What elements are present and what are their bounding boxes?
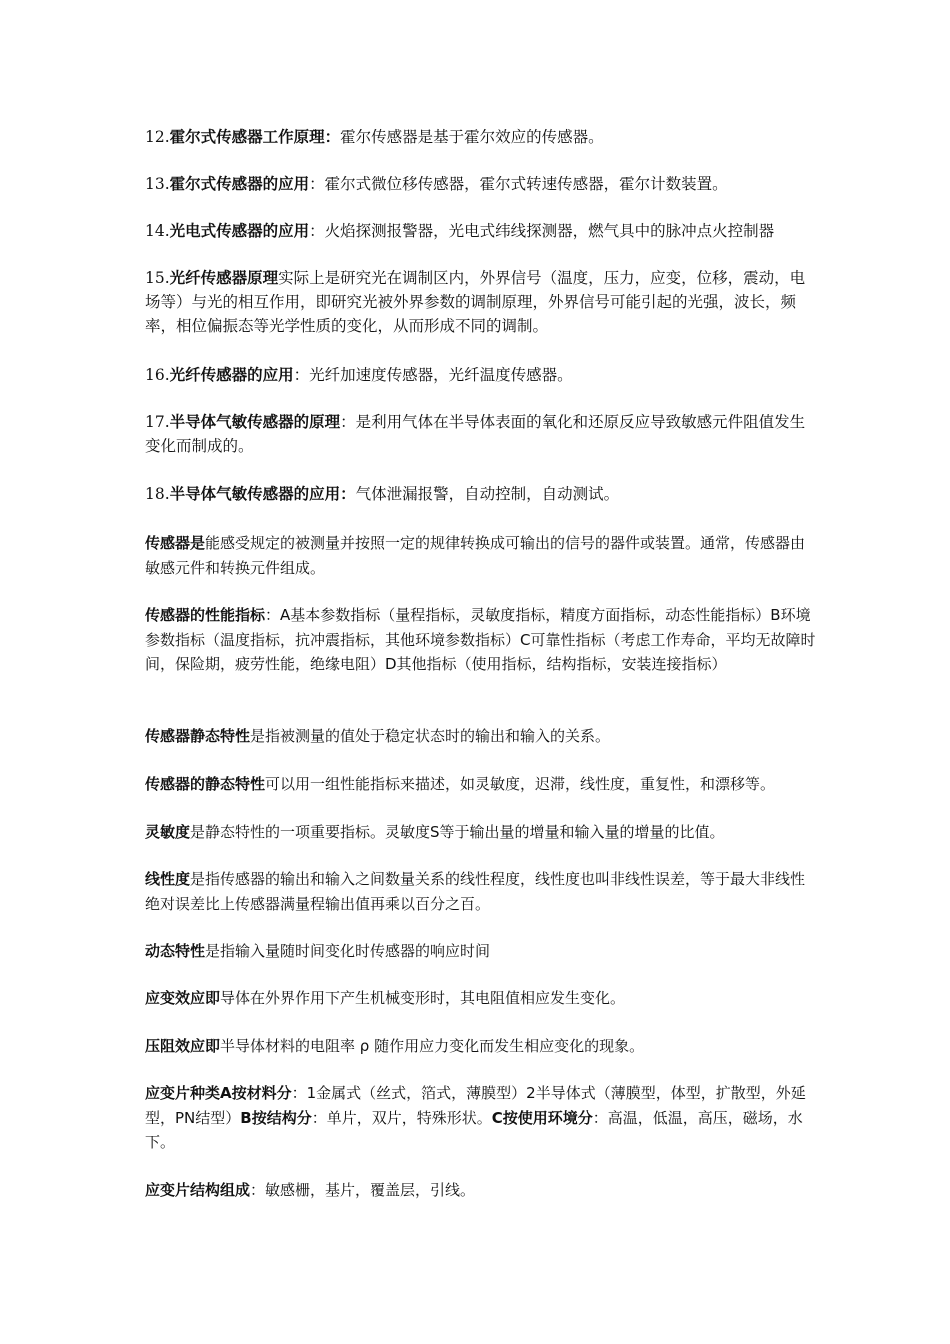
paragraph-text: 是指传感器的输出和输入之间数量关系的线性程度，线性度也叫非线性误差，等于最大非线性绝对误差比上传感器满量程输出值再乘以百分之百。 bbox=[145, 870, 806, 913]
paragraph-text: ：敏感栅，基片，覆盖层，引线。 bbox=[250, 1181, 476, 1199]
item-number: 14. bbox=[145, 222, 170, 240]
paragraph-text: 是指输入量随时间变化时传感器的响应时间 bbox=[205, 942, 491, 960]
term-heading: 应变效应即 bbox=[145, 989, 221, 1007]
term-heading: 传感器的静态特性 bbox=[145, 775, 266, 793]
term-heading: 光纤传感器的应用 bbox=[169, 365, 294, 384]
item-number: 18. bbox=[145, 485, 170, 503]
term-heading: 光纤传感器原理 bbox=[169, 268, 279, 287]
paragraph-15 bbox=[145, 266, 817, 338]
paragraph-strain-gauge-types bbox=[145, 1081, 817, 1155]
paragraph-sensor-definition bbox=[145, 531, 817, 580]
paragraph-performance-indicators bbox=[145, 603, 817, 677]
item-number: 13. bbox=[145, 175, 170, 193]
paragraph-sensitivity bbox=[145, 820, 817, 845]
paragraph-text: ：是利用气体在半导体表面的氧化和还原反应导致敏感元件阻值发生变化而制成的。 bbox=[145, 413, 806, 455]
term-heading: 灵敏度 bbox=[145, 823, 191, 841]
term-heading: 光电式传感器的应用 bbox=[169, 221, 310, 240]
term-heading: 传感器是 bbox=[145, 534, 206, 552]
paragraph-text: 可以用一组性能指标来描述，如灵敏度，迟滞，线性度，重复性，和漂移等。 bbox=[265, 775, 776, 793]
paragraph-text: ：霍尔式微位移传感器，霍尔式转速传感器，霍尔计数装置。 bbox=[309, 175, 728, 193]
paragraph-text: 导体在外界作用下产生机械变形时，其电阻值相应发生变化。 bbox=[220, 989, 626, 1007]
paragraph-static-indicators bbox=[145, 772, 817, 797]
paragraph-text: 实际上是研究光在调制区内，外界信号（温度，压力，应变，位移，震动，电场等）与光的相互作用，即研究光被外界参数的调制原理，外界信号可能引起的光强，波长，频率，相位偏振态等光学性质的变化，从而形成不同的调制。 bbox=[145, 269, 806, 335]
paragraph-12 bbox=[145, 125, 817, 149]
paragraph-13 bbox=[145, 172, 817, 196]
paragraph-text: 是静态特性的一项重要指标。灵敏度S等于输出量的增量和输入量的增量的比值。 bbox=[190, 823, 725, 841]
item-number: 16. bbox=[145, 366, 170, 384]
term-heading: 动态特性 bbox=[145, 942, 206, 960]
paragraph-text: 霍尔传感器是基于霍尔效应的传感器。 bbox=[340, 128, 604, 146]
term-heading: 压阻效应即 bbox=[145, 1037, 221, 1055]
term-heading: 霍尔式传感器的应用 bbox=[169, 174, 310, 193]
term-heading: 传感器静态特性 bbox=[145, 727, 251, 745]
term-heading: 半导体气敏传感器的原理 bbox=[169, 412, 341, 431]
term-heading: 应变片种类A按材料分 bbox=[145, 1084, 292, 1102]
item-number: 17. bbox=[145, 413, 170, 431]
term-heading: 线性度 bbox=[145, 870, 191, 888]
paragraph-18 bbox=[145, 482, 817, 506]
term-heading: 应变片结构组成 bbox=[145, 1181, 251, 1199]
term-heading: C按使用环境分 bbox=[491, 1108, 593, 1127]
paragraph-text: 是指被测量的值处于稳定状态时的输出和输入的关系。 bbox=[250, 727, 611, 745]
paragraph-strain-effect bbox=[145, 986, 817, 1011]
paragraph-text: 气体泄漏报警，自动控制，自动测试。 bbox=[355, 485, 620, 503]
paragraph-17 bbox=[145, 410, 817, 458]
term-heading: 霍尔式传感器工作原理： bbox=[169, 127, 341, 146]
paragraph-static-characteristic bbox=[145, 724, 817, 749]
paragraph-text: ：光纤加速度传感器，光纤温度传感器。 bbox=[293, 366, 573, 384]
paragraph-dynamic-characteristic bbox=[145, 939, 817, 964]
paragraph-text: ：火焰探测报警器，光电式纬线探测器，燃气具中的脉冲点火控制器 bbox=[309, 222, 775, 240]
item-number: 12. bbox=[145, 128, 170, 146]
item-number: 15. bbox=[145, 269, 170, 287]
paragraph-linearity bbox=[145, 867, 817, 916]
term-heading: 传感器的性能指标 bbox=[145, 606, 266, 624]
paragraph-piezoresistive-effect bbox=[145, 1034, 817, 1059]
paragraph-text: ：单片，双片，特殊形状。 bbox=[311, 1108, 492, 1127]
paragraph-strain-gauge-structure bbox=[145, 1178, 817, 1203]
paragraph-16 bbox=[145, 363, 817, 387]
paragraph-text: 半导体材料的电阻率 ρ 随作用应力变化而发生相应变化的现象。 bbox=[220, 1037, 645, 1055]
term-heading: B按结构分 bbox=[240, 1108, 312, 1127]
paragraph-text: 能感受规定的被测量并按照一定的规律转换成可输出的信号的器件或装置。通常，传感器由敏感元件和转换元件组成。 bbox=[145, 534, 806, 577]
paragraph-text: ：1金属式（丝式，箔式，薄膜型）2半导体式（薄膜型，体型，扩散型，外延型，PN结型） bbox=[145, 1084, 806, 1127]
paragraph-14 bbox=[145, 219, 817, 243]
paragraph-text: ：A基本参数指标（量程指标，灵敏度指标，精度方面指标，动态性能指标）B环境参数指标（温度指标，抗冲震指标，其他环境参数指标）C可靠性指标（考虑工作寿命，平均无故障时间，保险期，疲劳性能，绝缘电阻）D其他指标（使用指标，结构指标，安装连接指标） bbox=[145, 606, 816, 673]
paragraph-text: ：高温，低温，高压，磁场，水下。 bbox=[145, 1108, 803, 1151]
term-heading: 半导体气敏传感器的应用： bbox=[169, 484, 356, 503]
